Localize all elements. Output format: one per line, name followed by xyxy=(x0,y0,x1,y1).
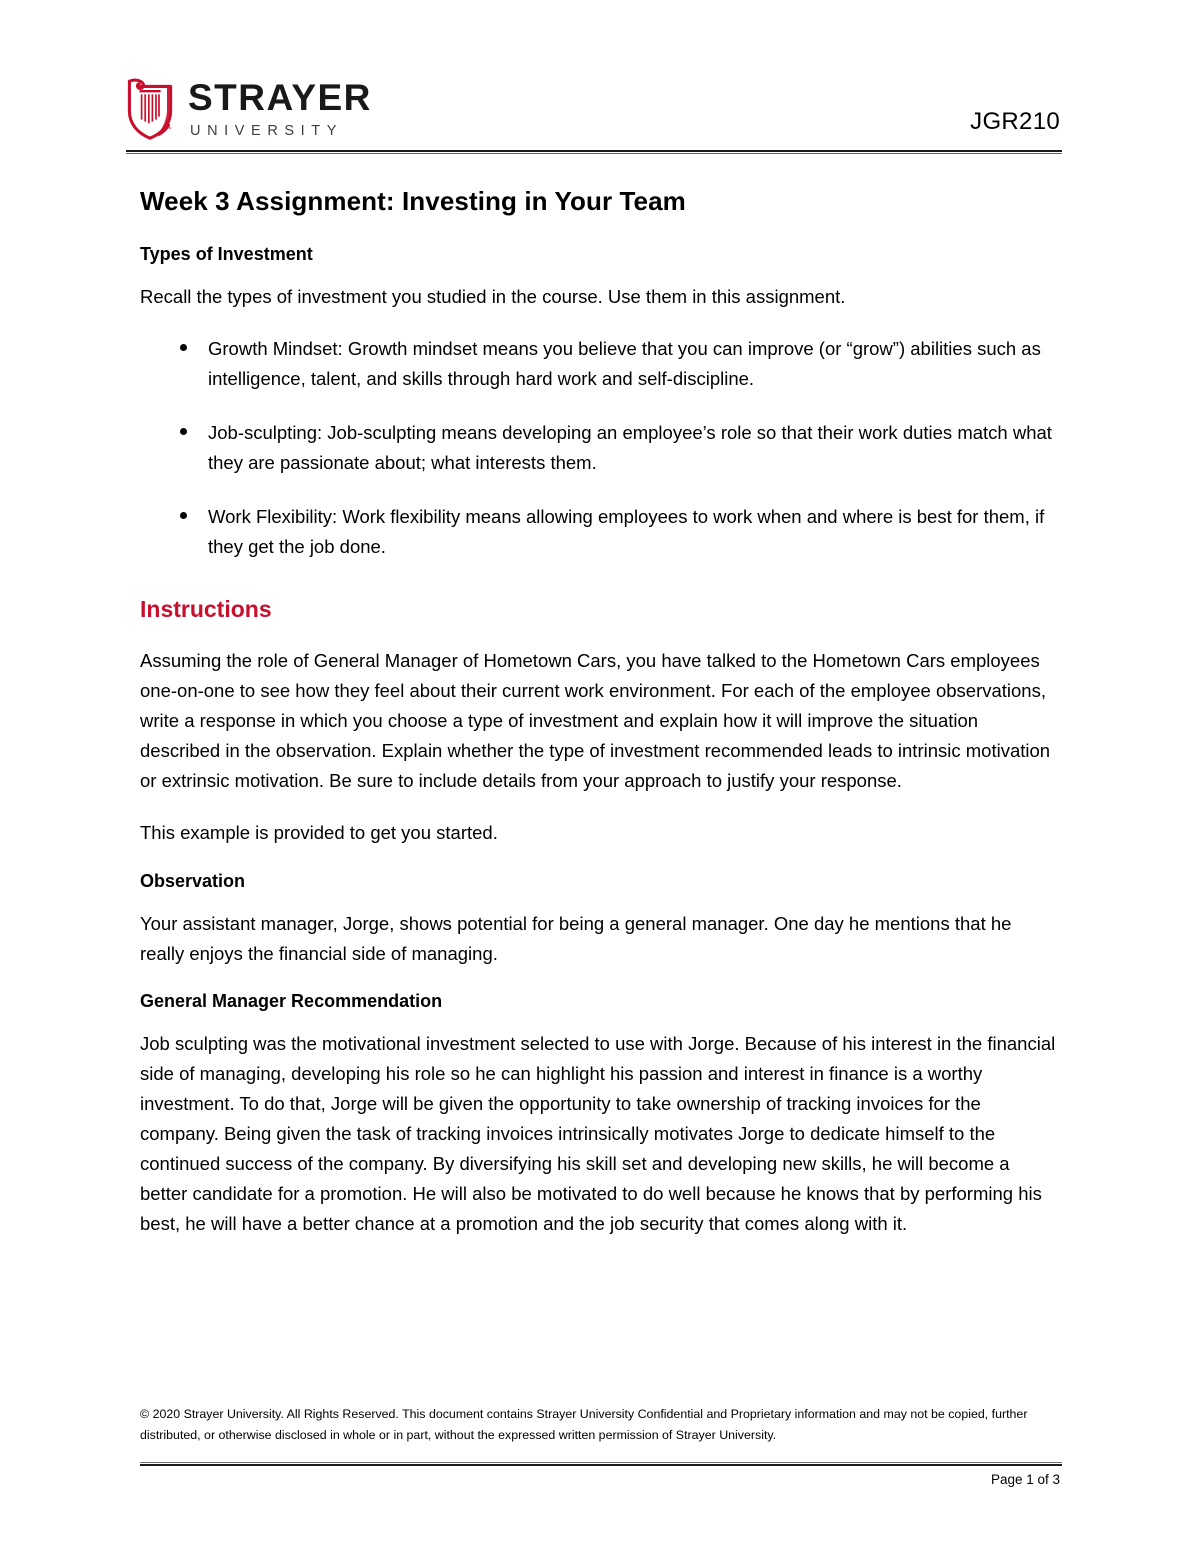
logo-wordmark: STRAYER xyxy=(188,77,372,119)
list-item xyxy=(140,502,1060,562)
observation-paragraph: Your assistant manager, Jorge, shows potential for being a general manager. One day he mentions that he really enjoys the financial side of managing. xyxy=(140,912,1012,964)
shield-column-icon xyxy=(126,78,174,140)
logo-subtext: UNIVERSITY xyxy=(190,123,344,140)
list-item xyxy=(140,418,1060,478)
list-item-text: Work Flexibility: Work flexibility means allowing employees to work when and where is best for them, if they get the job done. xyxy=(208,505,1045,557)
document-content xyxy=(140,186,1060,1261)
bullet-icon xyxy=(180,344,187,351)
heading-instructions: Instructions xyxy=(140,596,272,623)
page-footer xyxy=(140,1404,1060,1447)
example-note-paragraph: This example is provided to get you started. xyxy=(140,822,498,844)
heading-observation: Observation xyxy=(140,871,246,892)
list-item-text: Growth Mindset: Growth mindset means you believe that you can improve (or “grow”) abilities such as intelligence, talent, and skills through hard work and self-discipline. xyxy=(208,337,1041,389)
types-intro-paragraph: Recall the types of investment you studied in the course. Use them in this assignment. xyxy=(140,285,846,307)
header-divider xyxy=(126,150,1062,154)
course-code: JGR210 xyxy=(970,108,1060,135)
investment-types-list xyxy=(140,334,1060,562)
heading-general-manager-recommendation: General Manager Recommendation xyxy=(140,991,443,1012)
copyright-text: © 2020 Strayer University. All Rights Reserved. This document contains Strayer University Confidential and Proprietary information and may not be copied, further distributed, or otherwise disclosed in whole or in part, without the expressed written permission of Strayer University. xyxy=(140,1407,1028,1443)
heading-types-of-investment: Types of Investment xyxy=(140,244,313,265)
instructions-paragraph: Assuming the role of General Manager of Hometown Cars, you have talked to the Hometown Cars employees one-on-one to see how they feel about their current work environment. For each of the employee observations, write a response in which you choose a type of investment and explain how it will improve the situation described in the observation. Explain whether the type of investment recommended leads to intrinsic motivation or extrinsic motivation. Be sure to include details from your approach to justify your response. xyxy=(140,650,1051,792)
page-number: Page 1 of 3 xyxy=(990,1472,1060,1487)
bullet-icon xyxy=(180,512,187,519)
list-item-text: Job-sculpting: Job-sculpting means developing an employee’s role so that their work duties match what they are passionate about; what interests them. xyxy=(208,421,1052,473)
bullet-icon xyxy=(180,428,187,435)
svg-text:™: ™ xyxy=(166,126,172,133)
page-header xyxy=(126,62,1062,152)
footer-divider xyxy=(140,1462,1062,1466)
page-title: Week 3 Assignment: Investing in Your Team xyxy=(140,186,686,216)
list-item xyxy=(140,334,1060,394)
recommendation-paragraph: Job sculpting was the motivational investment selected to use with Jorge. Because of his interest in the financial side of managing, developing his role so he can highlight his passion and interest in finance is a worthy investment. To do that, Jorge will be given the opportunity to take ownership of tracking invoices for the company. Being given the task of tracking invoices intrinsically motivates Jorge to dedicate himself to the continued success of the company. By diversifying his skill set and developing new skills, he will become a better candidate for a promotion. He will also be motivated to do well because he knows that by performing his best, he will have a better chance at a promotion and the job security that comes along with it. xyxy=(140,1032,1056,1234)
strayer-logo xyxy=(126,78,372,146)
